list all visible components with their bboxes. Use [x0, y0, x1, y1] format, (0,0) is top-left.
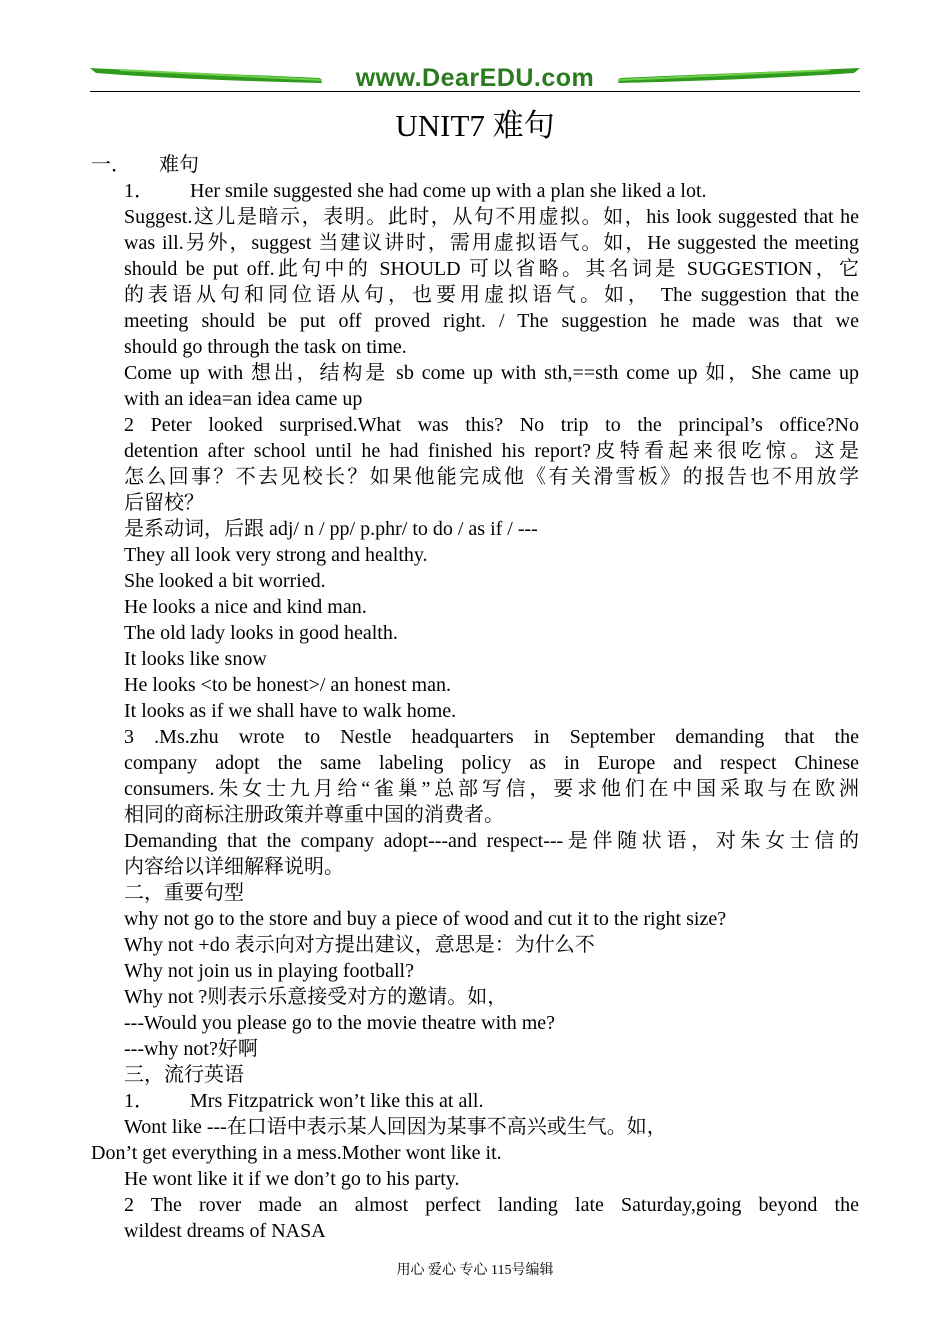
section-number: 一． — [91, 154, 131, 176]
example-sentence: He wont like it if we don’t go to his party. — [124, 1168, 460, 1190]
example-sentence: ---why not?好啊 — [124, 1038, 258, 1060]
example-sentence: They all look very strong and healthy. — [124, 544, 428, 566]
example-sentence: Why not join us in playing football? — [124, 960, 414, 982]
paragraph-line: why not go to the store and buy a piece of wood and cut it to the right size? — [124, 908, 727, 930]
paragraph-line: should go through the task on time. — [124, 336, 407, 358]
paragraph-line: Come up with 想出，结构是 sb come up with sth,==sth come up 如，She came up — [124, 362, 859, 384]
paragraph-line: 2 Peter looked surprised.What was this? No trip to the principal’s office?No — [124, 414, 859, 436]
item-number: 1． — [124, 1090, 154, 1112]
paragraph-line: 是系动词，后跟 adj/ n / pp/ p.phr/ to do / as if / --- — [124, 518, 538, 540]
paragraph-line: meeting should be put off proved right. / The suggestion he made was that we — [124, 310, 859, 332]
example-sentence: The old lady looks in good health. — [124, 622, 398, 644]
page-title: UNIT7 难句 — [395, 108, 555, 143]
paragraph-line: consumers.朱女士九月给“雀巢”总部写信，要求他们在中国采取与在欧洲 — [124, 778, 859, 800]
paragraph-line: Why not ?则表示乐意接受对方的邀请。如， — [124, 986, 508, 1008]
paragraph-line: Demanding that the company adopt---and respect---是伴随状语，对朱女士信的 — [124, 830, 859, 852]
paragraph-line: company adopt the same labeling policy as in Europe and respect Chinese — [124, 752, 859, 774]
paragraph-line: Suggest.这儿是暗示，表明。此时，从句不用虚拟。如，his look suggested that he — [124, 206, 859, 228]
header-divider — [90, 91, 860, 92]
paragraph-line — [124, 178, 707, 204]
example-sentence: It looks as if we shall have to walk home. — [124, 700, 457, 722]
example-sentence: He looks a nice and kind man. — [124, 596, 367, 618]
section-heading: 三，流行英语 — [124, 1064, 244, 1086]
section-heading: 二，重要句型 — [124, 882, 244, 904]
paragraph-line: 3 .Ms.zhu wrote to Nestle headquarters in September demanding that the — [124, 726, 859, 748]
paragraph-line: with an idea=an idea came up — [124, 388, 363, 410]
line-text: Mrs Fitzpatrick won’t like this at all. — [190, 1090, 484, 1112]
paragraph-line: Why not +do 表示向对方提出建议，意思是：为什么不 — [124, 934, 595, 956]
example-sentence: It looks like snow — [124, 648, 267, 670]
paragraph-line: detention after school until he had finished his report?皮特看起来很吃惊。这是 — [124, 440, 859, 462]
example-sentence: He looks <to be honest>/ an honest man. — [124, 674, 451, 696]
paragraph-line — [124, 1088, 483, 1114]
paragraph-line: 相同的商标注册政策并尊重中国的消费者。 — [124, 804, 504, 826]
paragraph-line: Wont like ---在口语中表示某人回因为某事不高兴或生气。如， — [124, 1116, 667, 1138]
page-footer: 用心 爱心 专心 115号编辑 — [396, 1263, 554, 1278]
paragraph-line: 内容给以详细解释说明。 — [124, 856, 344, 878]
example-sentence: Don’t get everything in a mess.Mother wont like it. — [91, 1142, 502, 1164]
paragraph-line: 的表语从句和同位语从句，也要用虚拟语气。如， The suggestion that the — [124, 284, 859, 306]
paragraph-line: 后留校？ — [124, 492, 204, 514]
section-label: 难句 — [159, 154, 199, 176]
paragraph-line: was ill.另外，suggest 当建议讲时，需用虚拟语气。如，He suggested the meeting — [124, 232, 859, 254]
site-logo-text: www.DearEDU.com — [355, 64, 595, 92]
section-heading — [91, 152, 199, 178]
paragraph-line: wildest dreams of NASA — [124, 1220, 326, 1242]
item-number: 1． — [124, 180, 154, 202]
paragraph-line: 2 The rover made an almost perfect landing late Saturday,going beyond the — [124, 1194, 859, 1216]
example-sentence: She looked a bit worried. — [124, 570, 326, 592]
line-text: Her smile suggested she had come up with a plan she liked a lot. — [190, 180, 707, 202]
paragraph-line: should be put off.此句中的 SHOULD 可以省略。其名词是 SUGGESTION，它 — [124, 258, 859, 280]
example-sentence: ---Would you please go to the movie theatre with me? — [124, 1012, 556, 1034]
paragraph-line: 怎么回事？不去见校长？如果他能完成他《有关滑雪板》的报告也不用放学 — [124, 466, 859, 488]
